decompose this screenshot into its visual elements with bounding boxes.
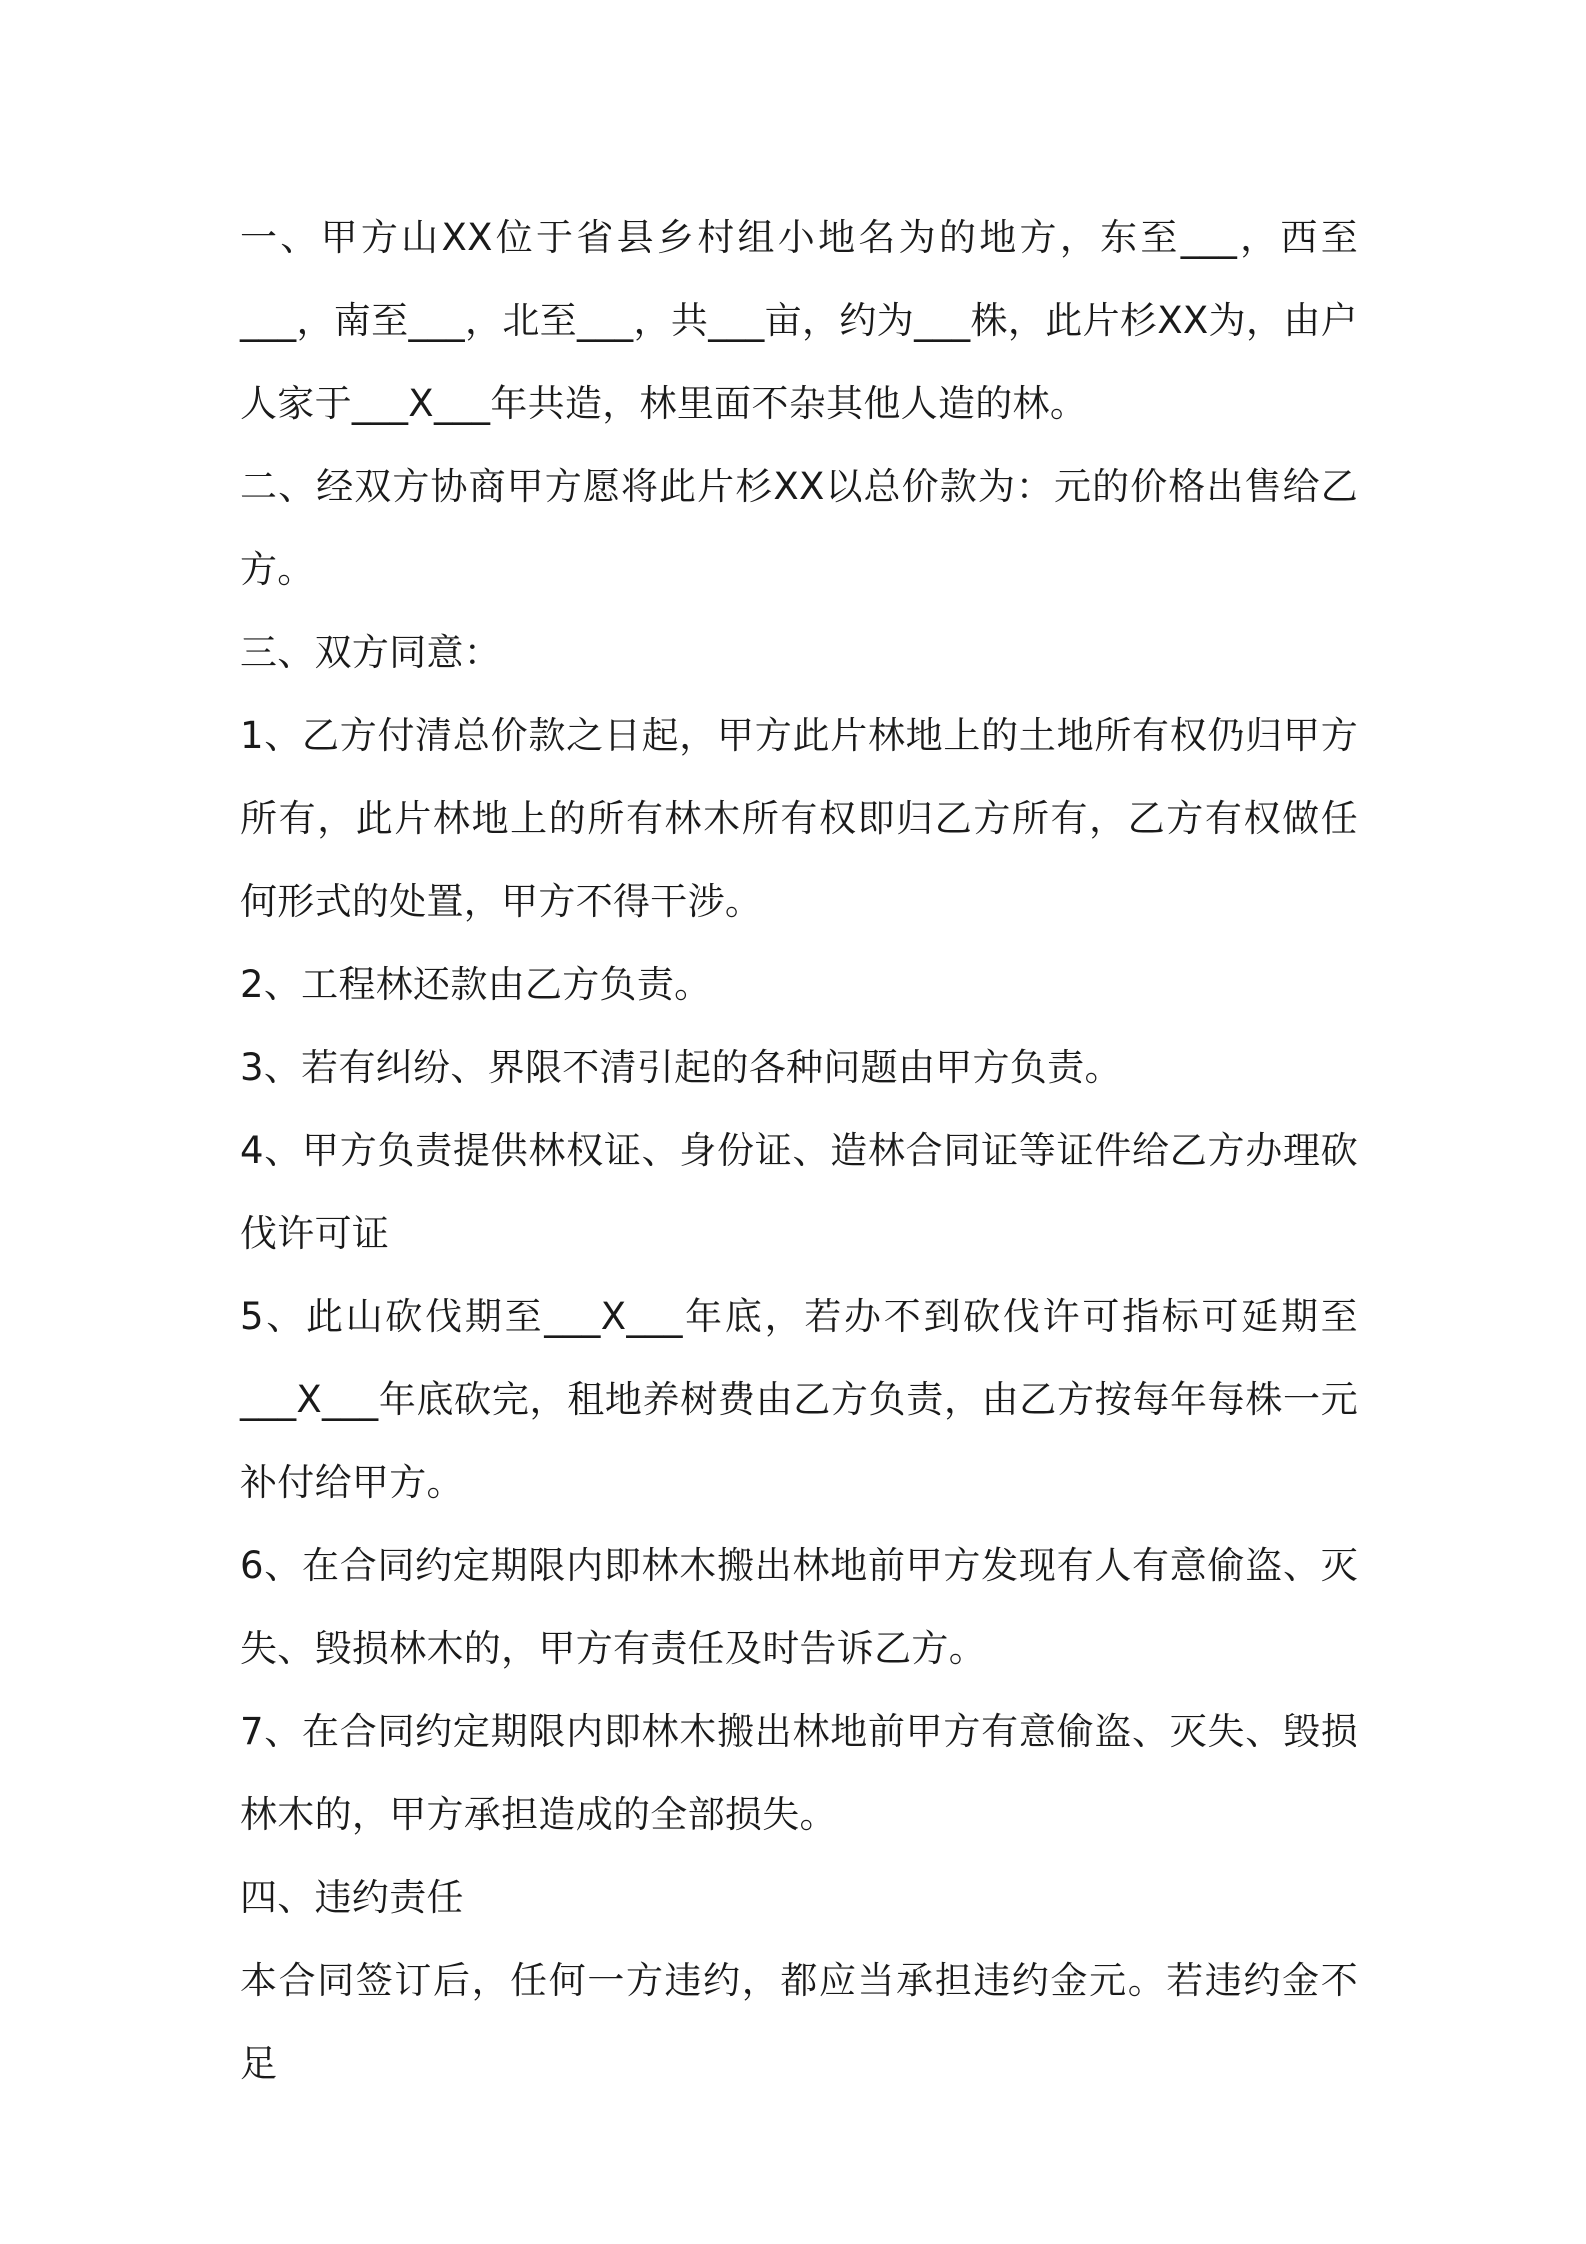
clause-3-item-4: 4、甲方负责提供林权证、身份证、造林合同证等证件给乙方办理砍伐许可证: [240, 1129, 1358, 1255]
clause-3-item-3: 3、若有纠纷、界限不清引起的各种问题由甲方负责。: [240, 1046, 1122, 1089]
clause-3-item-5: 5、此山砍伐期至___X___年底，若办不到砍伐许可指标可延期至___X___年底砍完，租地养树费由乙方负责，由乙方按每年每株一元补付给甲方。: [240, 1295, 1358, 1504]
clause-2-price: 二、经双方协商甲方愿将此片杉XX以总价款为：元的价格出售给乙方。: [240, 465, 1358, 591]
clause-3-item-1: 1、乙方付清总价款之日起，甲方此片林地上的土地所有权仍归甲方所有，此片林地上的所有林木所有权即归乙方所有，乙方有权做任何形式的处置，甲方不得干涉。: [240, 714, 1358, 923]
contract-body: [240, 196, 1358, 2105]
clause-1-location: 一、甲方山XX位于省县乡村组小地名为的地方，东至___，西至___，南至___，北至___，共___亩，约为___株，此片杉XX为，由户人家于___X___年共造，林里面不杂其他人造的林。: [240, 216, 1358, 425]
clause-3-item-6: 6、在合同约定期限内即林木搬出林地前甲方发现有人有意偷盗、灭失、毁损林木的，甲方有责任及时告诉乙方。: [240, 1544, 1358, 1670]
clause-3-item-7: 7、在合同约定期限内即林木搬出林地前甲方有意偷盗、灭失、毁损林木的，甲方承担造成的全部损失。: [240, 1710, 1358, 1836]
clause-4-text: 本合同签订后，任何一方违约，都应当承担违约金元。若违约金不足: [240, 1959, 1358, 2085]
clause-4-heading: 四、违约责任: [240, 1876, 464, 1919]
clause-3-heading: 三、双方同意：: [240, 631, 502, 674]
clause-3-item-2: 2、工程林还款由乙方负责。: [240, 963, 712, 1006]
